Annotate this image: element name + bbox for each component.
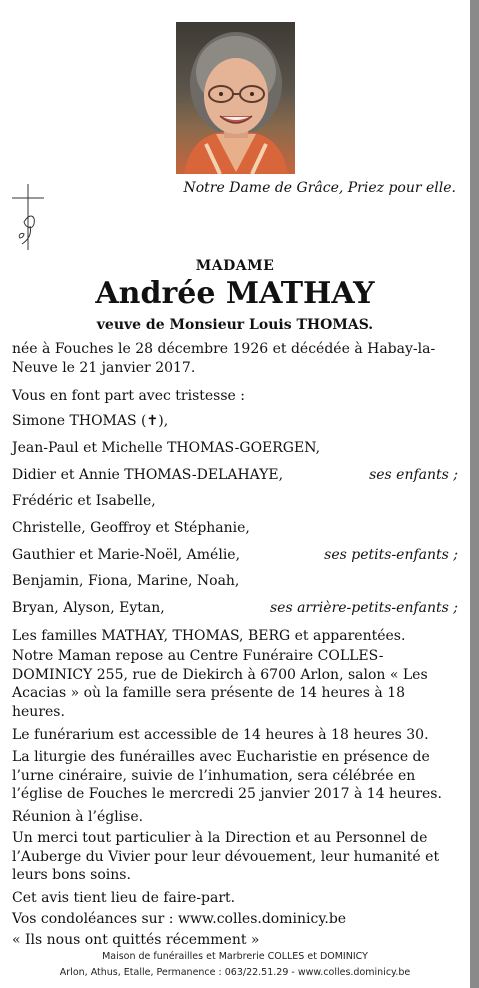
family-line	[12, 466, 458, 484]
reunion-text: Réunion à l’église.	[12, 809, 144, 825]
family-line	[12, 492, 458, 510]
honorific: MADAME	[195, 258, 275, 274]
family-names: Frédéric et Isabelle,	[12, 493, 156, 509]
deceased-name: Andrée MATHAY	[95, 276, 375, 311]
family-line	[12, 412, 458, 430]
prayer-line: Notre Dame de Grâce, Priez pour elle.	[183, 180, 456, 196]
family-names: Christelle, Geoffroy et Stéphanie,	[12, 520, 250, 536]
family-names: Gauthier et Marie-Noël, Amélie,	[12, 547, 241, 563]
footer-company: Maison de funérailles et Marbrerie COLLES et DOMINICY	[102, 951, 368, 962]
notice-text: Cet avis tient lieu de faire-part.	[12, 890, 236, 906]
cross-rose-icon	[10, 182, 50, 252]
family-names: Bryan, Alyson, Eytan,	[12, 600, 165, 616]
rest-location-text: Notre Maman repose au Centre Funéraire COLLES-DOMINICY 255, rue de Diekirch à 6700 Arlon, salon « Les Acacias » où la famille sera présente de 14 heures à 18 heures.	[12, 648, 428, 720]
footer-contact: Arlon, Athus, Etalle, Permanence : 063/22.51.29 - www.colles.dominicy.be	[59, 967, 411, 978]
quote-text: « Ils nous ont quittés récemment »	[12, 932, 260, 948]
right-border	[470, 0, 479, 988]
liturgy-text: La liturgie des funérailles avec Eucharistie en présence de l’urne cinéraire, suivie de l’inhumation, sera célébrée en l’église de Fouches le mercredi 25 janvier 2017 à 14 heures.	[12, 749, 442, 802]
family-names: Didier et Annie THOMAS-DELAHAYE,	[12, 467, 284, 483]
family-relation: ses enfants ;	[369, 467, 458, 483]
birth-death-text: née à Fouches le 28 décembre 1926 et décédée à Habay-la-Neuve le 21 janvier 2017.	[12, 341, 436, 376]
family-line	[12, 572, 458, 590]
funerarium-text: Le funérarium est accessible de 14 heures à 18 heures 30.	[12, 727, 429, 743]
family-names: Simone THOMAS (✝),	[12, 413, 169, 429]
family-names: Benjamin, Fiona, Marine, Noah,	[12, 573, 240, 589]
portrait-photo	[176, 22, 295, 174]
thanks-text: Un merci tout particulier à la Direction et au Personnel de l’Auberge du Vivier pour leur dévouement, leur humanité et leurs bons soins.	[12, 830, 440, 883]
family-line	[12, 599, 458, 617]
family-relation: ses arrière-petits-enfants ;	[269, 600, 458, 616]
family-line	[12, 519, 458, 537]
widow-line: veuve de Monsieur Louis THOMAS.	[96, 317, 374, 333]
intro-text: Vous en font part avec tristesse :	[12, 388, 245, 404]
families-text: Les familles MATHAY, THOMAS, BERG et apparentées.	[12, 628, 406, 644]
family-names: Jean-Paul et Michelle THOMAS-GOERGEN,	[12, 440, 321, 456]
condolences-text: Vos condoléances sur : www.colles.dominicy.be	[12, 911, 347, 927]
family-line	[12, 546, 458, 564]
family-relation: ses petits-enfants ;	[324, 547, 458, 563]
family-line	[12, 439, 458, 457]
